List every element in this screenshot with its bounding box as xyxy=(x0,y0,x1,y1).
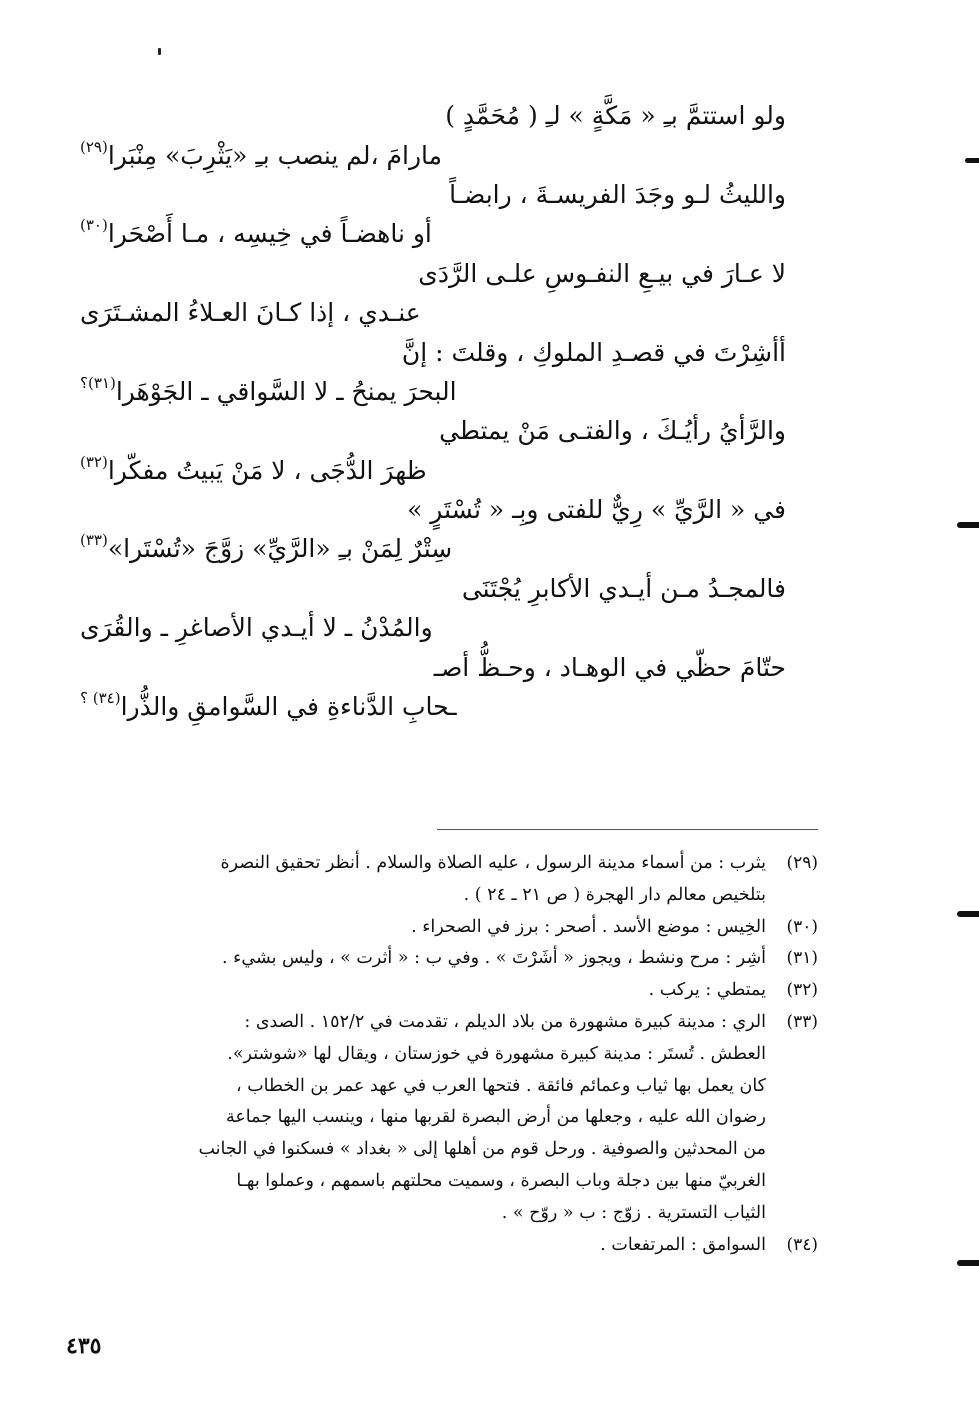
footnote xyxy=(58,975,818,1007)
poem-text: البحرَ يمنحُ ـ لا السَّواقي ـ الجَوْهَرا xyxy=(115,376,457,406)
poem-line xyxy=(80,411,786,450)
poem-line xyxy=(80,529,786,568)
poem-line xyxy=(80,175,786,214)
footnote xyxy=(58,943,818,975)
footnote xyxy=(58,1230,818,1262)
poem-line xyxy=(80,96,786,135)
footnote-number: (٢٩) xyxy=(786,853,818,873)
poem-text: ظهرَ الدُّجَى ، لا مَنْ يَبيتُ مفكّرا xyxy=(107,455,427,485)
footnote-line: العطش . تُستَر : مدينة كبيرة مشهورة في خوزستان ، ويقال لها «شوشتر». xyxy=(227,1043,766,1064)
footnote-line: الخِيس : موضع الأسد . أصحر : برز في الصحراء . xyxy=(411,916,766,937)
poem-text: أأشِرْتَ في قصـدِ الملوكِ ، وقلتَ : إنَّ xyxy=(401,337,786,367)
poem-body xyxy=(80,96,786,726)
page-edge-mark xyxy=(957,911,979,917)
poem-text: مارامَ ،لم ينصب بـِ «يَثْرِبَ» مِنْبَرا xyxy=(107,140,443,170)
footnote-number: (٣٤) xyxy=(786,1234,818,1255)
footnote-line: الثياب التسترية . زوّج : ب « روّح » . xyxy=(501,1202,766,1223)
footnote-ref: (٣٠) xyxy=(80,216,108,235)
footnote-line: السوامق : المرتفعات . xyxy=(600,1234,766,1255)
footnote-ref: (٣٣) xyxy=(80,531,108,550)
page-number: ٤٣٥ xyxy=(66,1333,102,1359)
footnote-divider xyxy=(437,829,818,830)
poem-text: والمُدْنُ ـ لا أيـدي الأصاغرِ ـ والقُرَى xyxy=(80,613,433,643)
page-edge-mark xyxy=(957,1260,979,1266)
footnote-line: الغربيّ منها بين دجلة وباب البصرة ، وسميت محلتهم باسمهم ، وعملوا بهـا xyxy=(236,1170,766,1191)
poem-line xyxy=(80,293,786,332)
poem-line xyxy=(80,608,786,647)
poem-text: فالمجـدُ مـن أيـدي الأكابرِ يُجْتَنَى xyxy=(461,573,786,603)
poem-line xyxy=(80,451,786,490)
poem-line xyxy=(80,490,786,529)
footnote-number: (٣٠) xyxy=(786,916,818,937)
footnote-text xyxy=(58,1230,766,1262)
footnote-text xyxy=(58,943,766,975)
poem-text: ولو استتمَّ بـِ « مَكَّةٍ » لـِ ( مُحَمَّدٍ ) xyxy=(445,101,786,131)
footnote xyxy=(58,848,818,912)
footnote-line: يثرب : من أسماء مدينة الرسول ، عليه الصلاة والسلام . أنظر تحقيق النصرة xyxy=(220,853,766,873)
footnote-ref: (٣٤) ؟ xyxy=(80,689,121,708)
footnote-line: كان يعمل بها ثياب وعمائم فائقة . فتحها العرب في عهد عمر بن الخطاب ، xyxy=(236,1075,766,1096)
poem-text: حتّامَ حظّي في الوهـاد ، وحـظُّ أصـ xyxy=(433,652,786,682)
poem-text: في « الرَّيِّ » رِيٌّ للفتى وبِـ « تُسْتَرٍ » xyxy=(407,495,786,525)
footnote-number: (٣٢) xyxy=(786,980,818,1001)
footnote-ref: (٣١)؟ xyxy=(80,373,116,392)
poem-text: والليثُ لـو وجَدَ الفريسـةَ ، رابضـاً xyxy=(449,179,786,209)
footnote-text xyxy=(58,975,766,1007)
footnote-ref: (٢٩) xyxy=(80,137,108,156)
footnotes xyxy=(58,848,818,1261)
footnote-line: رضوان الله عليه ، وجعلها من أرض البصرة لقربها منها ، وينسب اليها جماعة xyxy=(225,1107,766,1128)
footnote-line: يمتطي : يركب . xyxy=(648,980,766,1001)
page-edge-mark xyxy=(965,158,979,163)
footnote-text xyxy=(58,1007,766,1230)
ink-speck xyxy=(158,48,161,55)
footnote xyxy=(58,1007,818,1230)
poem-line xyxy=(80,214,786,253)
footnote-ref: (٣٢) xyxy=(80,452,108,471)
poem-text: والرَّأيُ رأيُـكَ ، والفتـى مَنْ يمتطي xyxy=(439,416,786,446)
footnote-number: (٣٣) xyxy=(786,1011,818,1032)
poem-text: سِتْرٌ لِمَنْ بـِ «الرَّيِّ» زوَّجَ «تُسْتَرا» xyxy=(107,534,453,564)
poem-line xyxy=(80,647,786,686)
poem-text: ـحابِ الدَّناءةِ في السَّوامقِ والذُّرا xyxy=(120,692,457,722)
poem-line xyxy=(80,332,786,371)
page-edge-mark xyxy=(957,522,979,528)
footnote-line: بتلخيص معالم دار الهجرة ( ص ٢١ ـ ٢٤ ) . xyxy=(463,884,766,905)
footnote-text xyxy=(58,912,766,944)
footnote-number: (٣١) xyxy=(786,948,818,969)
footnote-line: الري : مدينة كبيرة مشهورة من بلاد الديلم ، تقدمت في ١٥٢/٢ . الصدى : xyxy=(244,1011,766,1032)
footnote-line: من المحدثين والصوفية . ورحل قوم من أهلها إلى « بغداد » فسكنوا في الجانب xyxy=(198,1139,766,1160)
poem-line xyxy=(80,135,786,174)
poem-line xyxy=(80,254,786,293)
poem-text: لا عـارَ في بيـعِ النفـوسِ علـى الرَّدَى xyxy=(418,258,786,288)
poem-text: أو ناهضـاً في خِيسِه ، مـا أَصْحَرا xyxy=(107,219,432,249)
footnote xyxy=(58,912,818,944)
poem-line xyxy=(80,687,786,726)
poem-line xyxy=(80,569,786,608)
poem-line xyxy=(80,372,786,411)
footnote-text xyxy=(58,848,766,912)
footnote-line: أشِر : مرح ونشط ، ويجوز « أشَرْتَ » . وفي ب : « أثرت » ، وليس بشيء . xyxy=(222,948,766,969)
poem-text: عنـدي ، إذا كـانَ العـلاءُ المشـتَرَى xyxy=(80,298,421,328)
